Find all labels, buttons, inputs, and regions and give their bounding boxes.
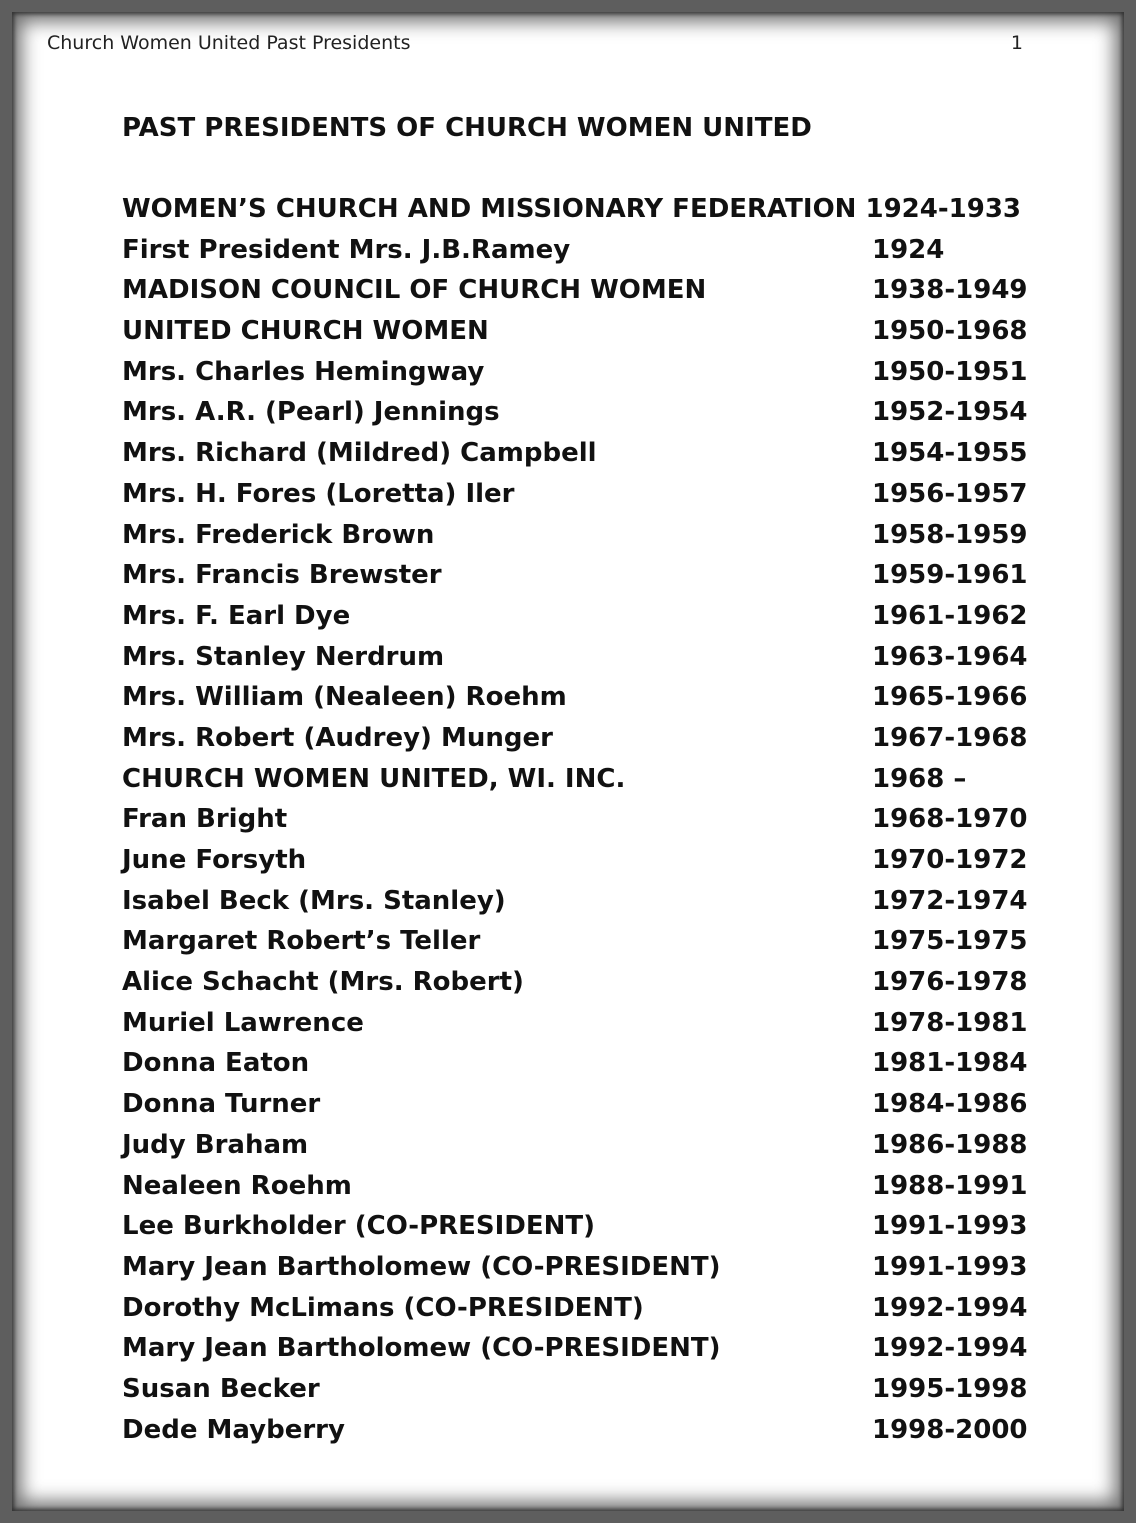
president-name: Donna Turner <box>122 1089 321 1120</box>
term-years: 1986-1988 <box>872 1129 1028 1160</box>
president-name: Mrs. Robert (Audrey) Munger <box>122 722 553 753</box>
president-name: First President Mrs. J.B.Ramey <box>122 234 571 265</box>
president-name: Donna Eaton <box>122 1048 310 1079</box>
president-name: CHURCH WOMEN UNITED, WI. INC. <box>122 763 626 794</box>
list-item <box>122 270 1042 311</box>
list-item <box>122 962 1042 1003</box>
list-item <box>122 840 1042 881</box>
president-name: Isabel Beck (Mrs. Stanley) <box>122 885 506 916</box>
list-item <box>122 555 1042 596</box>
president-name: Mrs. A.R. (Pearl) Jennings <box>122 397 500 428</box>
list-item <box>122 718 1042 759</box>
president-name: Lee Burkholder (CO-PRESIDENT) <box>122 1211 596 1242</box>
term-years: 1970-1972 <box>872 845 1028 875</box>
document-body <box>122 108 1042 1450</box>
term-years: 1992-1994 <box>872 1292 1028 1323</box>
term-years: 1956-1957 <box>872 478 1028 509</box>
president-name: WOMEN’S CHURCH AND MISSIONARY FEDERATION 1924-1933 <box>122 194 1022 224</box>
president-name: UNITED CHURCH WOMEN <box>122 316 489 347</box>
president-name: Dede Mayberry <box>122 1414 345 1445</box>
list-item <box>122 433 1042 474</box>
term-years: 1991-1993 <box>872 1211 1028 1242</box>
page-sheet <box>12 12 1124 1511</box>
president-name: Mrs. William (Nealeen) Roehm <box>122 682 567 713</box>
president-name: Alice Schacht (Mrs. Robert) <box>122 967 524 998</box>
term-years: 1938-1949 <box>872 275 1028 306</box>
president-name: Mrs. F. Earl Dye <box>122 600 351 631</box>
term-years: 1959-1961 <box>872 560 1028 591</box>
president-name: Mary Jean Bartholomew (CO-PRESIDENT) <box>122 1251 721 1282</box>
term-years: 1950-1968 <box>872 316 1028 347</box>
term-years: 1968 – <box>872 763 967 794</box>
term-years: 1961-1962 <box>872 600 1028 631</box>
president-name: Mrs. Frederick Brown <box>122 519 435 550</box>
document-title: PAST PRESIDENTS OF CHURCH WOMEN UNITED <box>122 113 812 143</box>
list-item <box>122 881 1042 922</box>
list-item <box>122 311 1042 352</box>
president-name: Mary Jean Bartholomew (CO-PRESIDENT) <box>122 1333 721 1364</box>
term-years: 1972-1974 <box>872 885 1028 916</box>
term-years: 1952-1954 <box>872 397 1028 428</box>
term-years: 1963-1964 <box>872 641 1028 672</box>
term-years: 1976-1978 <box>872 967 1028 998</box>
list-item <box>122 1410 1042 1451</box>
list-item <box>122 1247 1042 1288</box>
list-item <box>122 230 1042 271</box>
list-item <box>122 1288 1042 1329</box>
list-item <box>122 1084 1042 1125</box>
list-item <box>122 1166 1042 1207</box>
term-years: 1975-1975 <box>872 926 1028 957</box>
list-item <box>122 921 1042 962</box>
page-number: 1 <box>1010 32 1023 54</box>
president-name: Mrs. H. Fores (Loretta) Iler <box>122 478 515 509</box>
term-years: 1988-1991 <box>872 1170 1028 1201</box>
term-years: 1995-1998 <box>872 1373 1028 1404</box>
term-years: 1965-1966 <box>872 682 1028 713</box>
president-name: Mrs. Charles Hemingway <box>122 356 485 387</box>
term-years: 1984-1986 <box>872 1089 1028 1120</box>
term-years: 1954-1955 <box>872 438 1028 469</box>
list-item <box>122 759 1042 800</box>
list-item <box>122 677 1042 718</box>
list-item <box>122 596 1042 637</box>
president-name: Dorothy McLimans (CO-PRESIDENT) <box>122 1292 644 1323</box>
term-years: 1992-1994 <box>872 1333 1028 1364</box>
president-name: Margaret Robert’s Teller <box>122 926 481 957</box>
president-name: Nealeen Roehm <box>122 1170 352 1201</box>
president-name: MADISON COUNCIL OF CHURCH WOMEN <box>122 275 707 306</box>
president-name: June Forsyth <box>122 845 307 875</box>
term-years: 1967-1968 <box>872 722 1028 753</box>
president-name: Mrs. Stanley Nerdrum <box>122 641 445 672</box>
term-years: 1991-1993 <box>872 1251 1028 1282</box>
term-years: 1950-1951 <box>872 356 1028 387</box>
president-name: Mrs. Francis Brewster <box>122 560 442 591</box>
list-item <box>122 1369 1042 1410</box>
list-item <box>122 392 1042 433</box>
list-item <box>122 799 1042 840</box>
list-item <box>122 1328 1042 1369</box>
president-name: Susan Becker <box>122 1373 320 1404</box>
list-item <box>122 1206 1042 1247</box>
president-name: Fran Bright <box>122 804 288 835</box>
list-item <box>122 637 1042 678</box>
running-header-title: Church Women United Past Presidents <box>47 32 411 54</box>
president-name: Judy Braham <box>122 1129 309 1160</box>
list-item <box>122 515 1042 556</box>
list-item <box>122 352 1042 393</box>
term-years: 1924 <box>872 234 945 265</box>
list-item <box>122 1125 1042 1166</box>
list-item <box>122 1043 1042 1084</box>
presidents-list <box>122 189 1042 1450</box>
term-years: 1981-1984 <box>872 1048 1028 1079</box>
list-item <box>122 189 1042 230</box>
term-years: 1958-1959 <box>872 519 1028 550</box>
blank-line <box>122 148 1042 189</box>
list-item <box>122 1003 1042 1044</box>
list-item <box>122 474 1042 515</box>
term-years: 1998-2000 <box>872 1414 1028 1445</box>
president-name: Mrs. Richard (Mildred) Campbell <box>122 438 597 469</box>
term-years: 1978-1981 <box>872 1007 1028 1038</box>
term-years: 1968-1970 <box>872 804 1028 835</box>
president-name: Muriel Lawrence <box>122 1007 364 1038</box>
